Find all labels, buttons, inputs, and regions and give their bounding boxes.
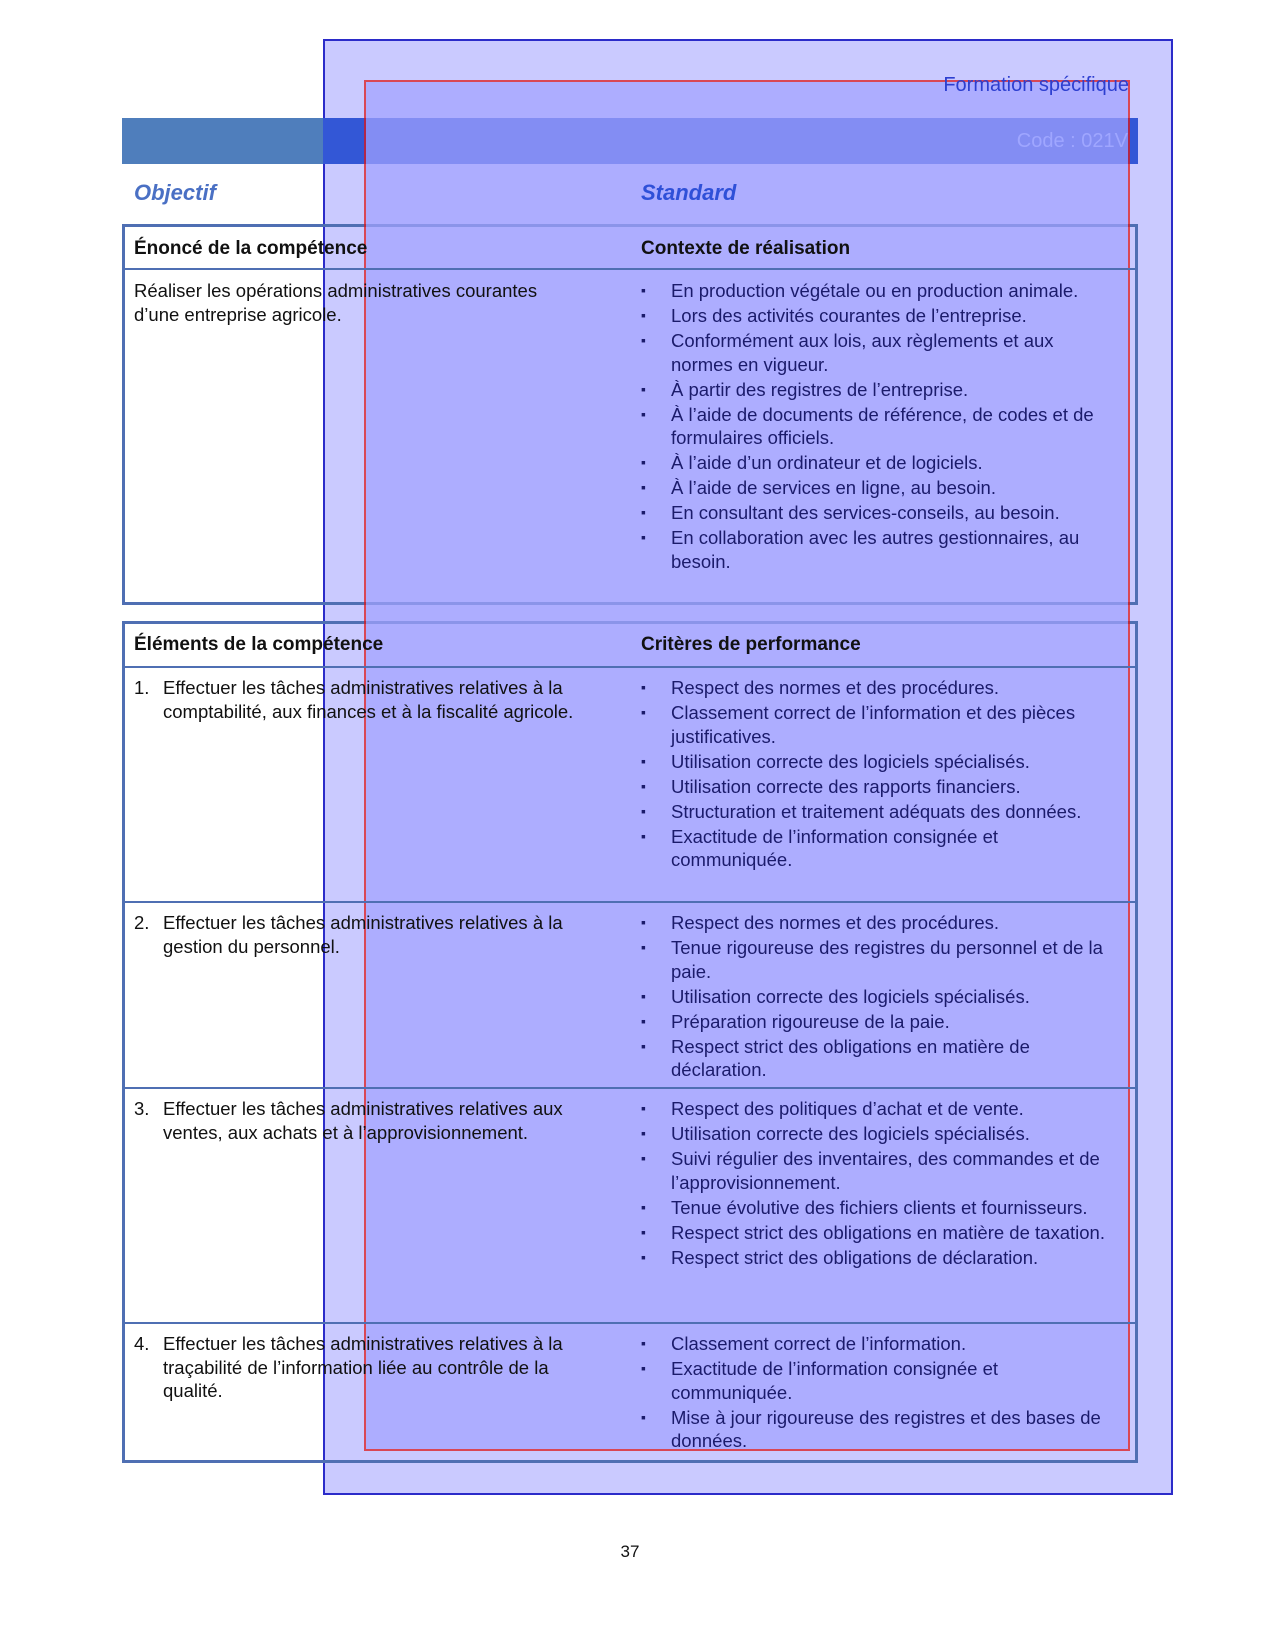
element-number: 4. xyxy=(134,1333,150,1354)
list-item: ▪ Tenue évolutive des fichiers clients et fournisseurs. xyxy=(641,1196,1111,1220)
list-item: ▪ Respect des normes et des procédures. xyxy=(641,676,1111,700)
element-2 xyxy=(134,911,604,958)
list-item: ▪ En collaboration avec les autres gestionnaires, au besoin. xyxy=(641,526,1111,573)
list-item: ▪ Structuration et traitement adéquats des données. xyxy=(641,800,1111,824)
list-item: ▪ À l’aide de documents de référence, de codes et de formulaires officiels. xyxy=(641,403,1111,450)
list-item: ▪ Suivi régulier des inventaires, des commandes et de l’approvisionnement. xyxy=(641,1147,1111,1194)
list-item: ▪ À l’aide de services en ligne, au besoin. xyxy=(641,476,1111,500)
divider xyxy=(122,901,1138,903)
list-item: ▪ En production végétale ou en production animale. xyxy=(641,279,1111,303)
element-text: Effectuer les tâches administratives relatives à la comptabilité, aux finances et à la fiscalité agricole. xyxy=(163,677,574,722)
list-item: ▪ Exactitude de l’information consignée et communiquée. xyxy=(641,825,1111,872)
list-item: ▪ Respect strict des obligations en matière de déclaration. xyxy=(641,1035,1111,1082)
list-item: ▪ À partir des registres de l’entreprise. xyxy=(641,378,1111,402)
elements-header: Éléments de la compétence xyxy=(134,634,384,655)
program-label: Formation spécifique xyxy=(943,74,1129,96)
element-3 xyxy=(134,1097,574,1144)
divider xyxy=(122,1322,1138,1324)
objective-title: Objectif xyxy=(134,180,216,205)
criteria-list-1 xyxy=(641,676,1111,873)
element-number: 1. xyxy=(134,677,150,698)
divider xyxy=(122,1087,1138,1089)
element-text: Effectuer les tâches administratives relatives aux ventes, aux achats et à l’approvisionnement. xyxy=(163,1098,563,1143)
list-item: ▪ Conformément aux lois, aux règlements et aux normes en vigueur. xyxy=(641,329,1111,376)
list-item: ▪ Utilisation correcte des logiciels spécialisés. xyxy=(641,1122,1111,1146)
list-item: ▪ Respect des normes et des procédures. xyxy=(641,911,1111,935)
context-header: Contexte de réalisation xyxy=(641,238,851,259)
context-list xyxy=(641,279,1111,575)
list-item: ▪ Utilisation correcte des logiciels spécialisés. xyxy=(641,985,1111,1009)
statement-header: Énoncé de la compétence xyxy=(134,238,368,259)
list-item: ▪ En consultant des services-conseils, au besoin. xyxy=(641,501,1111,525)
element-number: 3. xyxy=(134,1098,150,1119)
list-item: ▪ Respect strict des obligations en matière de taxation. xyxy=(641,1221,1111,1245)
criteria-list-4 xyxy=(641,1332,1111,1454)
element-1 xyxy=(134,676,604,723)
list-item: ▪ Classement correct de l’information et des pièces justificatives. xyxy=(641,701,1111,748)
list-item: ▪ Utilisation correcte des logiciels spécialisés. xyxy=(641,750,1111,774)
element-text: Effectuer les tâches administratives relatives à la traçabilité de l’information liée au contrôle de la qualité. xyxy=(163,1333,563,1401)
standard-title: Standard xyxy=(641,180,737,205)
criteria-header: Critères de performance xyxy=(641,634,861,655)
criteria-list-2 xyxy=(641,911,1111,1083)
criteria-list-3 xyxy=(641,1097,1111,1271)
competence-statement: Réaliser les opérations administratives courantes d’une entreprise agricole. xyxy=(134,280,538,325)
element-number: 2. xyxy=(134,912,150,933)
list-item: ▪ Exactitude de l’information consignée et communiquée. xyxy=(641,1357,1111,1404)
list-item: ▪ Lors des activités courantes de l’entreprise. xyxy=(641,304,1111,328)
page-number: 37 xyxy=(620,1542,640,1561)
competency-code: Code : 021V xyxy=(1016,130,1128,152)
list-item: ▪ Respect strict des obligations de déclaration. xyxy=(641,1246,1111,1270)
list-item: ▪ Respect des politiques d’achat et de vente. xyxy=(641,1097,1111,1121)
list-item: ▪ Tenue rigoureuse des registres du personnel et de la paie. xyxy=(641,936,1111,983)
list-item: ▪ Utilisation correcte des rapports financiers. xyxy=(641,775,1111,799)
element-text: Effectuer les tâches administratives relatives à la gestion du personnel. xyxy=(163,912,563,957)
list-item: ▪ Classement correct de l’information. xyxy=(641,1332,1111,1356)
element-4 xyxy=(134,1332,604,1403)
divider xyxy=(122,268,1138,270)
divider xyxy=(122,666,1138,668)
list-item: ▪ À l’aide d’un ordinateur et de logiciels. xyxy=(641,451,1111,475)
list-item: ▪ Mise à jour rigoureuse des registres et des bases de données. xyxy=(641,1406,1111,1453)
list-item: ▪ Préparation rigoureuse de la paie. xyxy=(641,1010,1111,1034)
